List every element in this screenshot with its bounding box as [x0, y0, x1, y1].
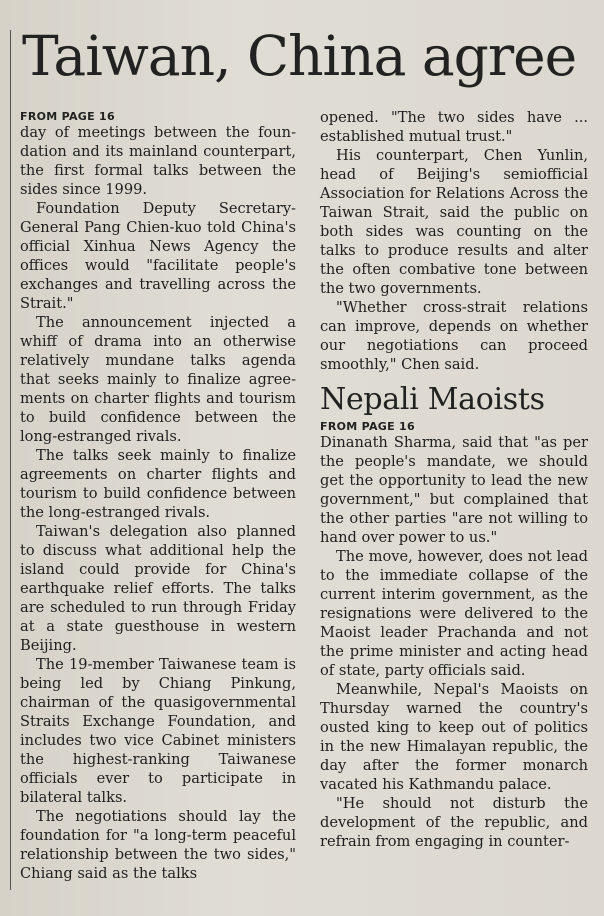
paragraph: The talks seek mainly to finalize agreements on charter flights and tourism to build confidence between the long-estranged rivals. [20, 447, 296, 521]
paragraph: day of meetings between the foundation and its mainland counterpart, the first formal talks between the sides since 1999. [20, 124, 296, 198]
second-story-headline: Nepali Maoists [320, 382, 545, 417]
paragraph: "Whether cross-strait relations can improve, depends on whether our negotiations can proceed smoothly," Chen said. [320, 299, 588, 373]
column-rule [10, 30, 11, 890]
paragraph: Foundation Deputy Secretary-General Pang Chien-kuo told China's official Xinhua News Agency the offices would "facilitate people's exchanges and travelling across the Strait." [20, 200, 296, 312]
paragraph: The 19-member Taiwanese team is being led by Chiang Pinkung, chairman of the quasigovernmental Straits Exchange Foundation, and includes two vice Cabinet ministers the highest-ranking Taiwanese officials ever to participate in bilateral talks. [20, 656, 296, 806]
paragraph: Taiwan's delegation also planned to discuss what additional help the island could provide for China's earthquake relief efforts. The talks are scheduled to run through Friday at a state guesthouse in western Beijing. [20, 523, 296, 654]
paragraph: His counterpart, Chen Yunlin, head of Beijing's semiofficial Association for Relations Across the Taiwan Strait, said the public on both sides was counting on the talks to produce results and alter the often combative tone between the two governments. [320, 147, 588, 297]
paragraph: The announcement injected a whiff of drama into an otherwise relatively mundane talks agenda that seeks mainly to finalize agreements on charter flights and tourism to build confidence between the long-estranged rivals. [20, 314, 296, 445]
left-column [20, 110, 296, 883]
paragraph: Dinanath Sharma, said that "as per the people's mandate, we should get the opportunity to lead the new government," but complained that the other parties "are not willing to hand over power to us." [320, 434, 588, 546]
paragraph: Meanwhile, Nepal's Maoists on Thursday warned the country's ousted king to keep out of politics in the new Himalayan republic, the day after the former monarch vacated his Kathmandu palace. [320, 681, 588, 793]
jump-kicker: FROM PAGE 16 [320, 420, 415, 433]
paragraph: "He should not disturb the development of the republic, and refrain from engaging in counter- [320, 795, 588, 850]
paragraph: The negotiations should lay the foundation for "a long-term peaceful relationship between the two sides," Chiang said as the talks [20, 808, 296, 882]
paragraph: opened. "The two sides have ... established mutual trust." [320, 109, 588, 145]
jump-kicker: FROM PAGE 16 [20, 110, 115, 123]
story-headline: Taiwan, China agree [22, 24, 577, 88]
paragraph: The move, however, does not lead to the immediate collapse of the current interim government, as the resignations were delivered to the Maoist leader Prachanda and not the prime minister and acting head of state, party officials said. [320, 548, 588, 679]
right-column [320, 108, 588, 851]
